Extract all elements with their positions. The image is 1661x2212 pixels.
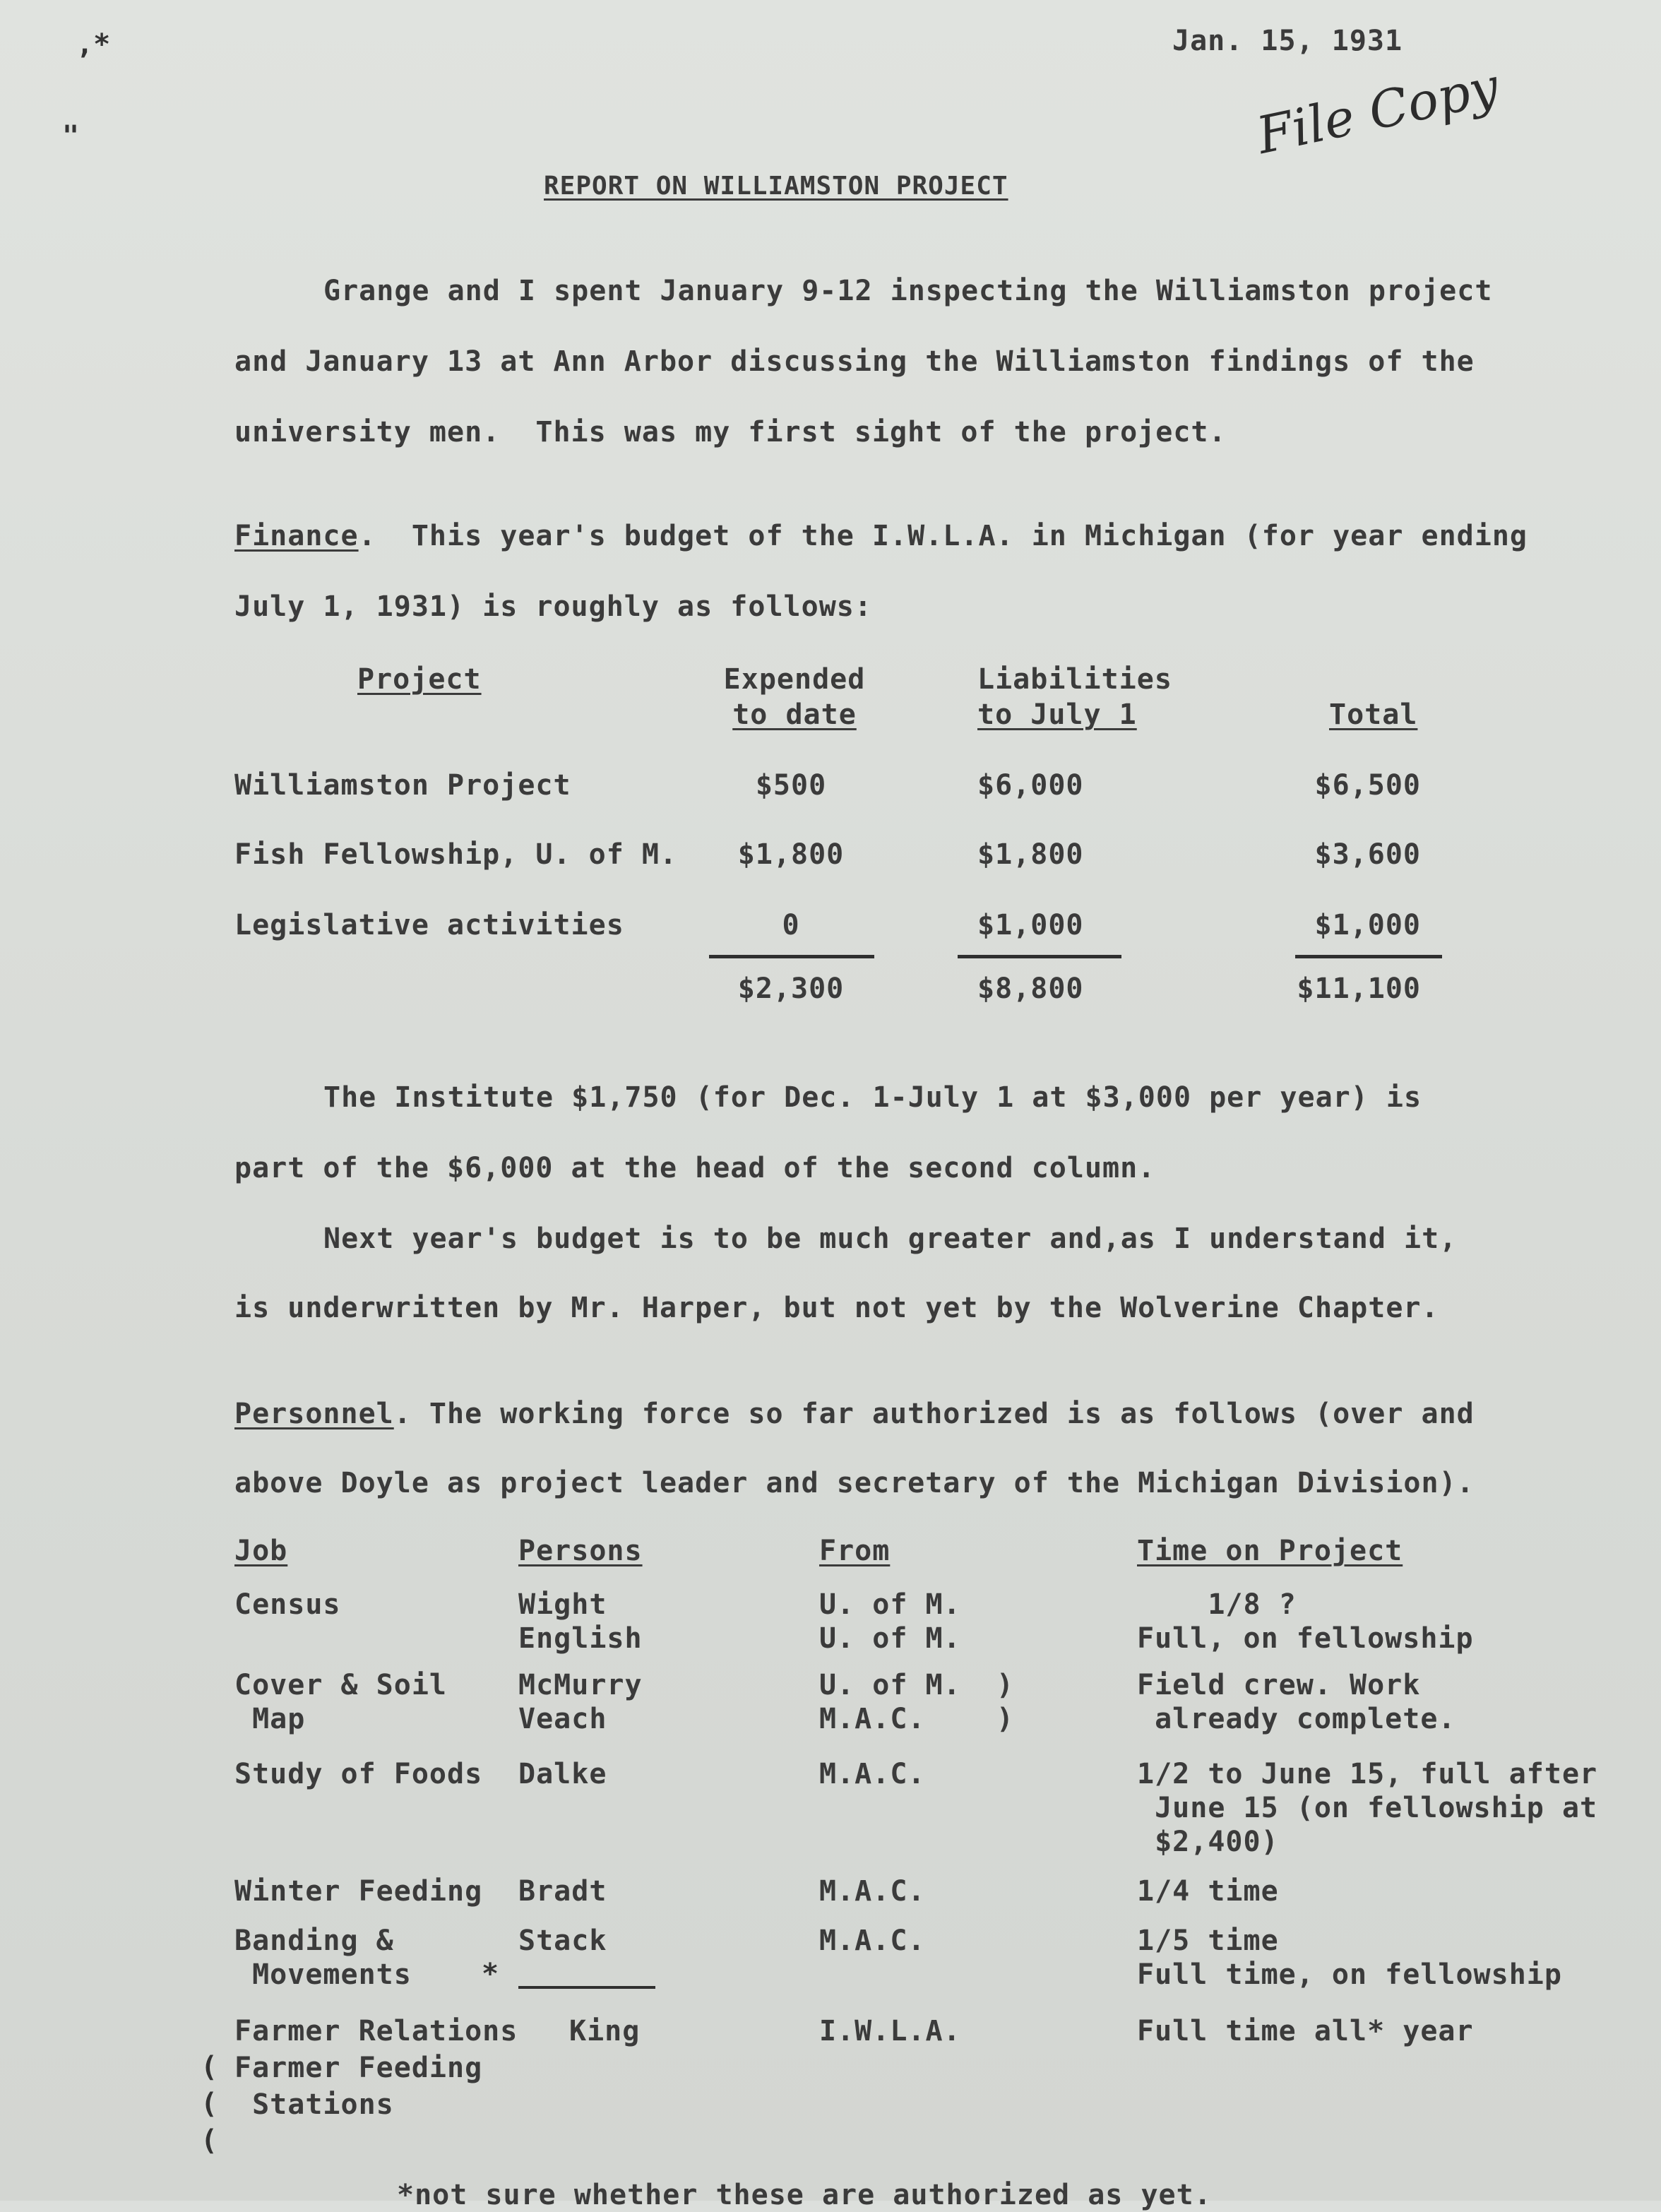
asterisk-mark: * xyxy=(482,1958,499,1990)
job-name: Farmer Relations xyxy=(234,2015,518,2047)
col-liabilities-line2: to July 1 xyxy=(977,698,1137,731)
time-on-project: already complete. xyxy=(1137,1703,1456,1735)
col-job: Job xyxy=(234,1535,288,1567)
person-from: I.W.L.A. xyxy=(819,2015,961,2047)
finance-total-expended: $2,300 xyxy=(737,973,845,1005)
bracket-mark: ( xyxy=(201,2124,218,2157)
person-from: M.A.C. xyxy=(819,1925,926,1957)
footnote: *not sure whether these are authorized as yet. xyxy=(397,2179,1212,2211)
person-from: U. of M. ) xyxy=(819,1669,1014,1701)
person-name: English xyxy=(518,1622,643,1655)
time-on-project: Full time, on fellowship xyxy=(1137,1958,1562,1991)
person-name: Stack xyxy=(518,1925,607,1957)
finance-row-liabilities: $1,000 xyxy=(977,909,1084,941)
finance-note-2: part of the $6,000 at the head of the second column. xyxy=(234,1152,1156,1184)
intro-line-1: Grange and I spent January 9-12 inspecting the Williamston project xyxy=(323,275,1493,307)
finance-row-liabilities: $6,000 xyxy=(977,769,1084,802)
finance-row-project: Fish Fellowship, U. of M. xyxy=(234,838,678,871)
person-from: U. of M. xyxy=(819,1622,961,1655)
person-from: M.A.C. xyxy=(819,1758,926,1790)
person-from: U. of M. xyxy=(819,1588,961,1621)
col-expended-line2: to date xyxy=(732,698,857,731)
margin-mark: " xyxy=(62,120,80,153)
document-date: Jan. 15, 1931 xyxy=(1172,25,1403,57)
finance-line-2: July 1, 1931) is roughly as follows: xyxy=(234,590,872,623)
finance-row-project: Legislative activities xyxy=(234,909,624,941)
finance-note-4: is underwritten by Mr. Harper, but not yet by the Wolverine Chapter. xyxy=(234,1292,1439,1324)
finance-row-expended: $1,800 xyxy=(737,838,845,871)
person-name: Wight xyxy=(518,1588,607,1621)
finance-row-expended: $500 xyxy=(755,769,827,802)
col-persons: Persons xyxy=(518,1535,643,1567)
margin-mark: ,* xyxy=(76,28,111,61)
time-on-project: June 15 (on fellowship at xyxy=(1137,1792,1598,1824)
person-name: McMurry xyxy=(518,1669,643,1701)
person-from: M.A.C. xyxy=(819,1875,926,1908)
personnel-heading: Personnel xyxy=(234,1398,394,1430)
job-name: Banding & xyxy=(234,1925,394,1957)
col-expended-line1: Expended xyxy=(723,663,866,696)
sum-rule xyxy=(709,955,874,958)
sum-rule xyxy=(1295,955,1442,958)
personnel-line-2: above Doyle as project leader and secretary of the Michigan Division). xyxy=(234,1467,1475,1499)
col-liabilities-line1: Liabilities xyxy=(977,663,1172,696)
blank-name-line xyxy=(518,1986,655,1989)
time-on-project: $2,400) xyxy=(1137,1826,1279,1858)
job-name: Map xyxy=(234,1703,306,1735)
bracket-mark: ( xyxy=(201,2088,218,2120)
col-total: Total xyxy=(1329,698,1418,731)
report-title: REPORT ON WILLIAMSTON PROJECT xyxy=(544,172,1008,201)
person-name: King xyxy=(569,2015,641,2047)
finance-total-liabilities: $8,800 xyxy=(977,973,1084,1005)
job-name: Winter Feeding xyxy=(234,1875,483,1908)
bracket-mark: ( xyxy=(201,2051,218,2083)
job-name: Movements xyxy=(234,1958,412,1991)
time-on-project: 1/2 to June 15, full after xyxy=(1137,1758,1598,1790)
finance-row-liabilities: $1,800 xyxy=(977,838,1084,871)
finance-row-total: $3,600 xyxy=(1314,838,1421,871)
finance-row-project: Williamston Project xyxy=(234,769,571,802)
time-on-project: 1/8 ? xyxy=(1137,1588,1297,1621)
time-on-project: Full time all* year xyxy=(1137,2015,1474,2047)
time-on-project: 1/4 time xyxy=(1137,1875,1279,1908)
finance-grand-total: $11,100 xyxy=(1297,973,1421,1005)
finance-row-total: $1,000 xyxy=(1314,909,1421,941)
finance-note-1: The Institute $1,750 (for Dec. 1-July 1 at $3,000 per year) is xyxy=(323,1081,1422,1114)
col-from: From xyxy=(819,1535,891,1567)
job-name: Stations xyxy=(234,2088,394,2121)
job-name: Study of Foods xyxy=(234,1758,483,1790)
finance-note-3: Next year's budget is to be much greater and,as I understand it, xyxy=(323,1223,1458,1255)
intro-line-2: and January 13 at Ann Arbor discussing the Williamston findings of the xyxy=(234,345,1475,378)
person-name: Dalke xyxy=(518,1758,607,1790)
finance-row-total: $6,500 xyxy=(1314,769,1421,802)
handwritten-annotation: File Copy xyxy=(1251,56,1504,165)
intro-line-3: university men. This was my first sight of the project. xyxy=(234,416,1227,448)
person-name: Bradt xyxy=(518,1875,607,1908)
sum-rule xyxy=(958,955,1121,958)
job-name: Farmer Feeding xyxy=(234,2052,483,2084)
personnel-paragraph: Personnel. The working force so far authorized is as follows (over and xyxy=(234,1398,1475,1430)
finance-heading: Finance xyxy=(234,520,359,552)
job-name: Cover & Soil xyxy=(234,1669,447,1701)
time-on-project: Field crew. Work xyxy=(1137,1669,1421,1701)
job-name: Census xyxy=(234,1588,341,1621)
time-on-project: Full, on fellowship xyxy=(1137,1622,1474,1655)
person-name: Veach xyxy=(518,1703,607,1735)
person-from: M.A.C. ) xyxy=(819,1703,1014,1735)
finance-row-expended: 0 xyxy=(782,909,800,941)
col-project: Project xyxy=(357,663,482,696)
time-on-project: 1/5 time xyxy=(1137,1925,1279,1957)
finance-paragraph: Finance. This year's budget of the I.W.L.A. in Michigan (for year ending xyxy=(234,520,1528,552)
col-time-on-project: Time on Project xyxy=(1137,1535,1403,1567)
